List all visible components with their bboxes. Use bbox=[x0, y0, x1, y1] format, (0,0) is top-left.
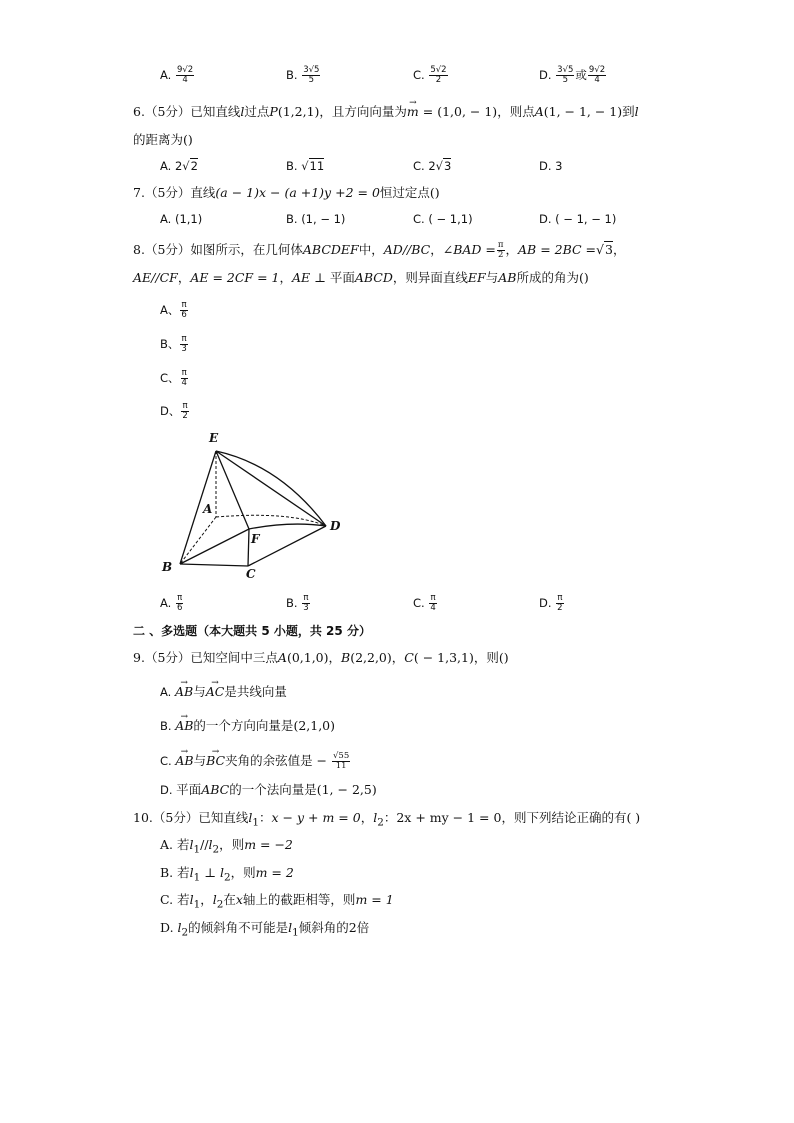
q8-row-option-c: C. $\frac{\pi}{4}$ bbox=[413, 593, 436, 613]
q7-option-b: B. (1, − 1) bbox=[286, 212, 346, 226]
q10-option-b: B. 若$l_1$ ⊥ $l_2$，则m = 2 bbox=[160, 865, 294, 884]
q9-option-a: A. → AB与→ AC是共线向量 bbox=[160, 684, 287, 700]
q7-stem: 7.（5分）直线(a − 1)x − (a +1)y +2 = 0恒过定点() bbox=[133, 185, 440, 200]
q9-stem: 9.（5分）已知空间中三点A(0,1,0)，B(2,2,0)，C( − 1,3,1)，则() bbox=[133, 650, 509, 665]
q8-option-d: D、 $\frac{\pi}{2}$ bbox=[160, 401, 188, 421]
q8-row-option-a: A. $\frac{\pi}{6}$ bbox=[160, 593, 183, 613]
q10-option-c: C. 若$l_1$，$l_2$在x轴上的截距相等，则m = 1 bbox=[160, 892, 394, 911]
q10-option-a: A. 若$l_1//l_2$，则m = −2 bbox=[160, 837, 293, 856]
q6-stem-line2: 的距离为() bbox=[133, 132, 193, 147]
q7-option-c: C. ( − 1,1) bbox=[413, 212, 473, 226]
q5-option-b: B. $\frac{3√5}{5}$ bbox=[286, 65, 320, 85]
q8-option-a: A、 $\frac{\pi}{6}$ bbox=[160, 300, 187, 320]
figure-label-c: C bbox=[246, 567, 256, 581]
q6-stem: 6.（5分）已知直线l过点P(1,2,1)，且方向向量为→ m = (1,0, − 1)，则点A(1, − 1, − 1)到l bbox=[133, 104, 639, 120]
q5-option-d: D. $\frac{3√5}{5}$ 或 $\frac{9√2}{4}$ bbox=[539, 65, 606, 85]
q6-option-a: A. 2√2 bbox=[160, 159, 198, 173]
q10-stem: 10.（5分）已知直线$l_1$：x − y + m = 0，$l_2$：2x + my − 1 = 0，则下列结论正确的有( ) bbox=[133, 810, 641, 829]
q9-option-c: C. → AB与→ BC夹角的余弦值是 − $\frac{√55}{11}$ bbox=[160, 752, 351, 771]
q8-row-option-d: D. $\frac{\pi}{2}$ bbox=[539, 593, 563, 613]
q7-option-a: A. (1,1) bbox=[160, 212, 203, 226]
q8-geometry-figure bbox=[150, 425, 360, 585]
q8-stem-line2: AE//CF，AE = 2CF = 1，AE ⊥ 平面ABCD，则异面直线EF与AB所成的角为() bbox=[133, 270, 589, 285]
figure-label-d: D bbox=[330, 519, 341, 533]
q8-option-c: C、 $\frac{\pi}{4}$ bbox=[160, 368, 187, 388]
q5-option-c: C. $\frac{5√2}{2}$ bbox=[413, 65, 447, 85]
q9-option-d: D. 平面ABC的一个法向量是(1, − 2,5) bbox=[160, 782, 377, 797]
figure-label-f: F bbox=[251, 532, 260, 546]
q7-option-d: D. ( − 1, − 1) bbox=[539, 212, 617, 226]
q8-stem: 8.（5分）如图所示，在几何体ABCDEF中，AD//BC，∠BAD = $\frac{\pi}{2}$ ，AB = 2BC =√3， bbox=[133, 240, 626, 260]
figure-label-b: B bbox=[162, 560, 173, 574]
q8-option-b: B、 $\frac{\pi}{3}$ bbox=[160, 334, 187, 354]
q9-option-b: B. → AB的一个方向向量是(2,1,0) bbox=[160, 718, 335, 734]
figure-label-e: E bbox=[209, 431, 219, 445]
q6-option-b: B. √11 bbox=[286, 159, 325, 173]
section-header-multiple-choice: 二 、多选题（本大题共 5 小题，共 25 分） bbox=[133, 624, 371, 638]
q6-option-c: C. 2√3 bbox=[413, 159, 452, 173]
q6-option-d: D. 3 bbox=[539, 159, 563, 173]
q5-option-a: A. $\frac{9√2}{4}$ bbox=[160, 65, 194, 85]
q8-row-option-b: B. $\frac{\pi}{3}$ bbox=[286, 593, 309, 613]
figure-label-a: A bbox=[203, 502, 213, 516]
q10-option-d: D. $l_2$的倾斜角不可能是$l_1$倾斜角的2倍 bbox=[160, 920, 370, 939]
